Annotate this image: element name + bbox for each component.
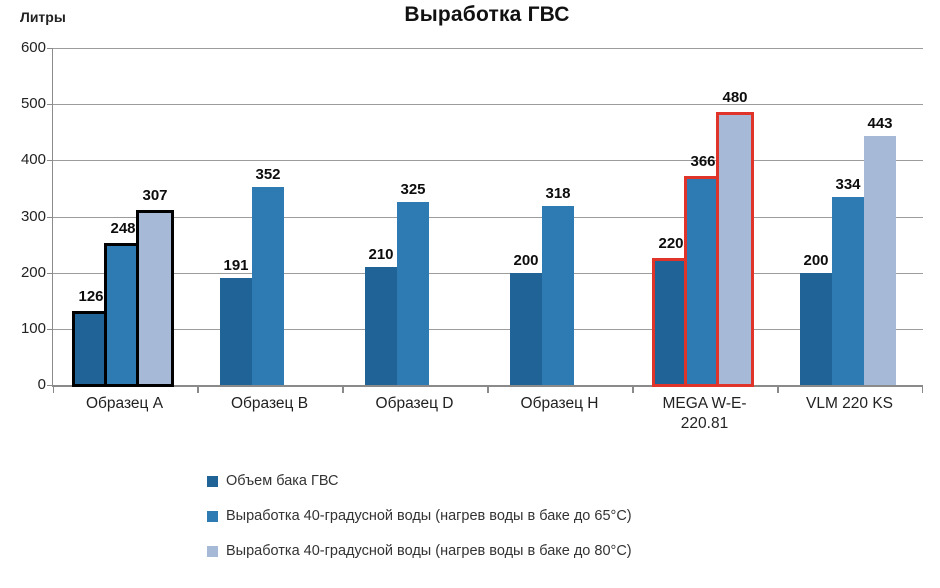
y-axis-tick bbox=[47, 217, 53, 218]
bar-value-label: 220 bbox=[658, 235, 684, 253]
category-label bbox=[777, 394, 922, 414]
legend-item bbox=[207, 506, 632, 526]
gridline bbox=[53, 48, 923, 49]
bar bbox=[136, 210, 174, 387]
category-label bbox=[632, 394, 777, 434]
y-tick-label: 0 bbox=[37, 376, 46, 393]
bar-value-label: 191 bbox=[223, 256, 249, 274]
y-tick-label: 100 bbox=[20, 319, 46, 337]
category-label-text: Образец H bbox=[520, 395, 599, 412]
category-label bbox=[487, 394, 632, 414]
y-tick-label: 500 bbox=[20, 95, 46, 113]
category-label-text: VLM 220 KS bbox=[805, 395, 894, 412]
bar bbox=[832, 197, 864, 385]
category-label-text: Образец D bbox=[375, 395, 454, 412]
legend-label: Выработка 40-градусной воды (нагрев воды в баке до 80°C) bbox=[226, 543, 632, 559]
bar bbox=[864, 136, 896, 385]
bar-value-label: 366 bbox=[690, 153, 716, 171]
bar bbox=[542, 206, 574, 385]
legend-item bbox=[207, 541, 632, 561]
bar-value-label: 307 bbox=[142, 186, 168, 204]
legend-label: Объем бака ГВС bbox=[226, 473, 339, 489]
gridline bbox=[53, 217, 923, 218]
y-tick-label: 300 bbox=[20, 207, 46, 225]
bar-value-label: 318 bbox=[545, 185, 571, 203]
x-axis-tick bbox=[633, 387, 634, 393]
x-axis-tick bbox=[922, 387, 923, 393]
bar-value-label: 200 bbox=[513, 251, 539, 269]
bar bbox=[220, 278, 252, 385]
category-label-text: Образец B bbox=[230, 395, 309, 412]
bar-value-label: 325 bbox=[400, 181, 426, 199]
y-axis-title: Литры bbox=[20, 9, 66, 25]
bar bbox=[365, 267, 397, 385]
category-label bbox=[342, 394, 487, 414]
bar bbox=[716, 112, 754, 387]
x-axis-labels bbox=[52, 394, 922, 442]
bar-value-label: 334 bbox=[835, 176, 861, 194]
y-axis-tick bbox=[47, 160, 53, 161]
y-tick-label: 600 bbox=[20, 39, 46, 56]
bar-value-label: 480 bbox=[722, 89, 748, 107]
bar-value-label: 126 bbox=[78, 288, 104, 306]
bar bbox=[510, 273, 542, 385]
gridline bbox=[53, 160, 923, 161]
y-axis-tick bbox=[47, 329, 53, 330]
x-axis-tick bbox=[343, 387, 344, 393]
y-axis-tick bbox=[47, 48, 53, 49]
bar bbox=[252, 187, 284, 385]
bar-value-label: 248 bbox=[110, 219, 136, 237]
x-axis-tick bbox=[778, 387, 779, 393]
x-axis-tick bbox=[53, 387, 54, 393]
legend-item bbox=[207, 471, 632, 491]
category-label-text: MEGA W-E-220.81 bbox=[662, 395, 747, 433]
legend-swatch bbox=[207, 511, 218, 522]
gridline bbox=[53, 329, 923, 330]
x-axis-tick bbox=[198, 387, 199, 393]
legend bbox=[207, 471, 632, 576]
y-axis-labels bbox=[0, 0, 46, 588]
x-axis-tick bbox=[488, 387, 489, 393]
bar-value-label: 210 bbox=[368, 246, 394, 264]
bar bbox=[800, 273, 832, 385]
gridline bbox=[53, 104, 923, 105]
y-tick-label: 400 bbox=[20, 151, 46, 169]
bar bbox=[397, 202, 429, 385]
gridline bbox=[53, 273, 923, 274]
category-label-text: Образец A bbox=[85, 395, 164, 412]
category-label bbox=[197, 394, 342, 414]
bar-value-label: 352 bbox=[255, 166, 281, 184]
y-axis-tick bbox=[47, 273, 53, 274]
bar-value-label: 200 bbox=[803, 251, 829, 269]
plot-area bbox=[52, 48, 923, 387]
legend-label: Выработка 40-градусной воды (нагрев воды в баке до 65°C) bbox=[226, 508, 632, 524]
y-tick-label: 200 bbox=[20, 263, 46, 281]
legend-swatch bbox=[207, 546, 218, 557]
chart-title: Выработка ГВС bbox=[404, 3, 570, 26]
category-label bbox=[52, 394, 197, 414]
y-axis-tick bbox=[47, 385, 53, 386]
legend-swatch bbox=[207, 476, 218, 487]
y-axis-tick bbox=[47, 104, 53, 105]
bar-value-label: 443 bbox=[867, 115, 893, 133]
